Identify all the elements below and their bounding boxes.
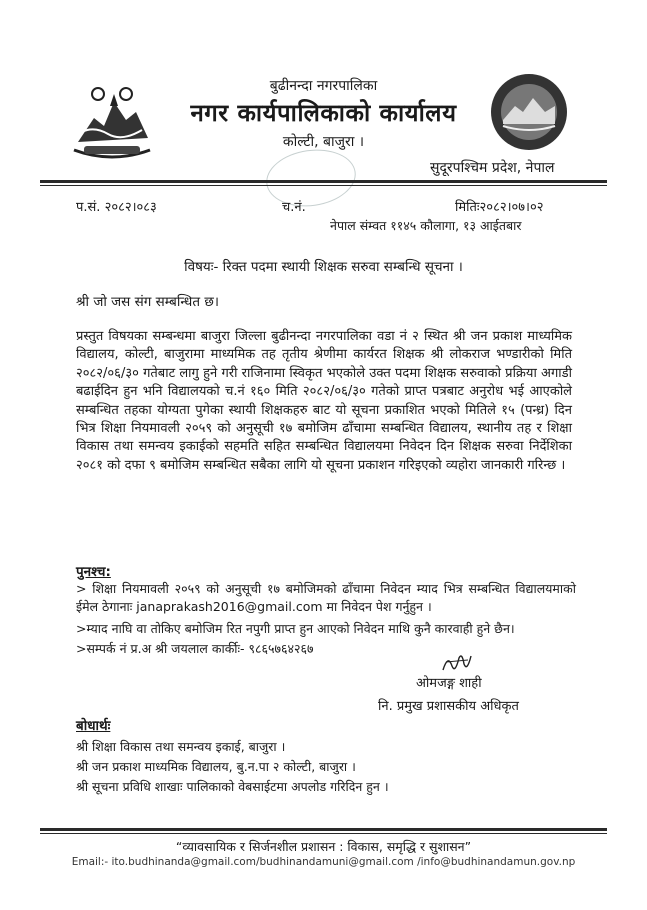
cc-heading: बोधार्थः xyxy=(76,718,111,734)
cc-item: श्री जन प्रकाश माध्यमिक विद्यालय, बु.न.पा २ कोल्टी, बाजुरा । xyxy=(76,759,356,774)
letter-number: प.सं. २०८२।०८३ xyxy=(76,200,157,215)
header-divider xyxy=(40,180,607,183)
salutation: श्री जो जस संग सम्बन्धित छ। xyxy=(76,294,219,310)
nepal-samvat-date: नेपाल संम्वत ११४५ कौलागा, १३ आईतबार xyxy=(330,218,522,233)
signatory-name: ओमजङ्ग शाही xyxy=(416,676,482,691)
footer-divider-thin xyxy=(40,833,607,834)
postscript-line: >म्याद नाघि वा तोकिए बमोजिम रित नपुगी प्राप्त हुन आएको निवेदन माथि कुनै कारवाही हुने छैन। xyxy=(76,621,515,636)
cc-item: श्री सूचना प्रविधि शाखाः पालिकाको वेबसाईटमा अपलोड गरिदिन हुन । xyxy=(76,779,389,794)
body-paragraph: प्रस्तुत विषयका सम्बन्धमा बाजुरा जिल्ला बुढीनन्दा नगरपालिका वडा नं २ स्थित श्री जन प्रकाश माध्यमिक विद्यालय, कोल्टी, बाजुरामा माध्यमिक तह तृतीय श्रेणीमा कार्यरत शिक्षक श्री लोकराज भण्डारीको मिति २०८२/०६/३० गतेबाट लागु हुने गरी राजिनामा स्विकृत भएकोले उक्त पदमा शिक्षक सरुवाको प्रक्रिया अगाडी बढाईदिन हुन भनि विद्यालयको च.नं १६० मिति २०८२/०६/३० गतेको प्राप्त पत्रबाट अनुरोध भई आएकोले सम्बन्धित तहका योग्यता पुगेका स्थायी शिक्षकहरु बाट यो सूचना प्रकाशित भएको मितिले १५ (पन्ध्र) दिन भित्र शिक्षा नियमावली २०५९ को अनुसूची १७ बमोजिम ढाँचामा सम्बन्धित विद्यालय, स्थानीय तह र शिक्षा विकास तथा समन्वय इकाईको सहमति सहित सम्बन्धित विद्यालयमा निवेदन दिन शिक्षक सरुवा निर्देशिका २०८१ को दफा ९ बमोजिम सम्बन्धित सबैका लागि यो सूचना प्रकाशन गरिइएको व्यहोरा जानकारी गरिन्छ । xyxy=(76,329,572,473)
office-stamp xyxy=(263,144,360,212)
header-divider-thin xyxy=(40,185,607,186)
office-location: कोल्टी, बाजुरा । xyxy=(282,134,365,150)
postscript-heading: पुनश्च: xyxy=(76,564,111,580)
postscript-line: >सम्पर्क नं प्र.अ श्री जयलाल कार्कीः- ९८६५७६४२६७ xyxy=(76,641,314,656)
municipality-name: बुढीनन्दा नगरपालिका xyxy=(269,78,378,94)
province-name: सुदूरपश्चिम प्रदेश, नेपाल xyxy=(430,160,555,176)
footer-email: Email:- ito.budhinanda@gmail.com/budhinandamuni@gmail.com /info@budhinandamun.gov.np xyxy=(71,856,576,868)
postscript-line: > शिक्षा नियमावली २०५९ को अनुसूची १७ बमोजिमको ढाँचामा निवेदन म्याद भित्र सम्बन्धित विद्यालयमाको ईमेल ठेगानाः janaprakash2016@gmail.com मा निवेदन पेश गर्नुहुन । xyxy=(76,581,576,614)
dispatch-number: च.नं. xyxy=(282,200,306,215)
footer-slogan: “व्यावसायिक र सिर्जनशील प्रशासन : विकास, समृद्धि र सुशासन” xyxy=(175,839,472,854)
signatory-title: नि. प्रमुख प्रशासकीय अधिकृत xyxy=(378,699,519,714)
cc-item: श्री शिक्षा विकास तथा समन्वय इकाई, बाजुरा । xyxy=(76,739,286,754)
footer-divider xyxy=(40,828,607,831)
letter-date: मितिः२०८२।०७।०२ xyxy=(455,200,544,215)
letter-subject: विषयः- रिक्त पदमा स्थायी शिक्षक सरुवा सम्बन्धि सूचना । xyxy=(184,259,463,275)
office-title: नगर कार्यपालिकाको कार्यालय xyxy=(190,99,457,127)
